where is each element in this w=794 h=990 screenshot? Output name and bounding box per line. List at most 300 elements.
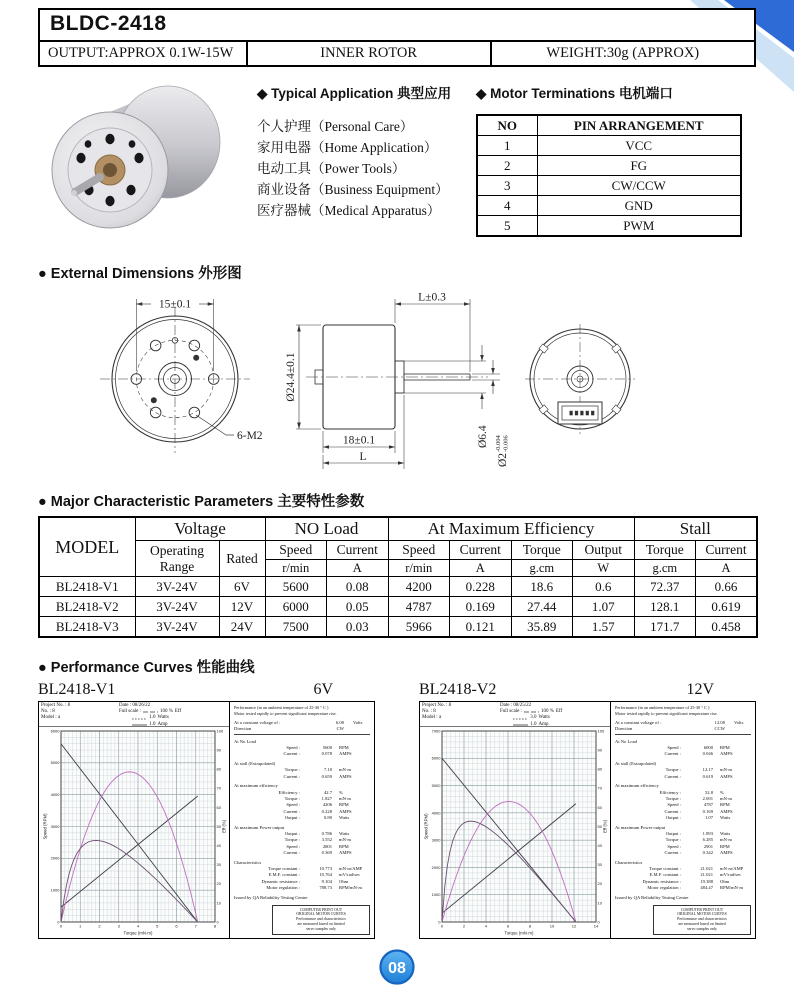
svg-text:40: 40 (216, 843, 221, 848)
info-value: 2.691 (702, 796, 713, 802)
info-value: 6.285 (702, 837, 713, 843)
info-unit: AMPS (720, 773, 733, 779)
svg-text:0: 0 (597, 919, 600, 925)
direction-value: CW (336, 725, 344, 731)
svg-text:30: 30 (216, 862, 221, 868)
svg-text:4: 4 (136, 923, 140, 929)
model-cell: BL2418-V3 (39, 617, 135, 638)
info-section-title: At maximum efficiency (615, 783, 659, 789)
svg-text:7: 7 (194, 923, 197, 929)
info-label: Current : (664, 849, 681, 855)
parameters-body (39, 577, 757, 638)
svg-text:4000: 4000 (431, 810, 441, 816)
terminations-heading: ◆ Motor Terminations 电机端口 (476, 86, 673, 101)
info-unit: RPM (720, 843, 730, 849)
info-unit: mN·m (339, 837, 351, 843)
info-label: Torque : (284, 796, 300, 802)
info-value: 0.659 (321, 773, 332, 779)
info-unit: mN·m/AMP (720, 866, 744, 872)
svg-text:2: 2 (98, 923, 101, 929)
info-unit: RPM (720, 802, 730, 808)
svg-text:100: 100 (597, 728, 605, 734)
svg-text:Speed (RPM): Speed (RPM) (423, 813, 429, 840)
info-label: Torque : (665, 767, 681, 773)
dim-boss-diameter: Ø6.4 (477, 425, 489, 448)
info-unit: AMPS (720, 808, 733, 814)
info-value: 484.47 (700, 884, 713, 890)
svg-text:6: 6 (506, 923, 510, 929)
termination-cell: 2 (477, 156, 537, 176)
value-cell: 5966 (388, 617, 450, 638)
terminations-col-no: NO (477, 115, 537, 136)
legend-value: 3.0 (530, 715, 537, 721)
info-value: 0.228 (321, 808, 332, 814)
info-value: 10.773 (319, 866, 332, 872)
info-unit: RPM (339, 843, 349, 849)
svg-text:Torque (mN·m): Torque (mN·m) (123, 930, 153, 936)
application-item: 医疗器械（Medical Apparatus） (257, 203, 441, 218)
performance-chart (419, 681, 756, 939)
info-value: 1.07 (704, 814, 713, 820)
info-value: 0.046 (702, 751, 713, 757)
svg-text:1: 1 (79, 923, 82, 929)
info-row (615, 885, 751, 891)
info-label: Speed : (286, 744, 300, 750)
value-cell: 171.7 (634, 617, 696, 638)
terminations-column (476, 80, 742, 242)
svg-text:6000: 6000 (431, 755, 441, 761)
info-label: Output : (284, 814, 300, 820)
value-cell: 5600 (265, 577, 327, 597)
info-unit: mN·m (339, 796, 351, 802)
unit-me-output: W (573, 560, 635, 577)
info-row (234, 815, 370, 821)
info-value: 21.021 (700, 872, 713, 878)
termination-cell: GND (537, 196, 741, 216)
termination-row (477, 196, 741, 216)
info-row (615, 850, 751, 856)
info-unit: mV/rad/sec (339, 872, 361, 878)
info-label: Current : (283, 773, 300, 779)
info-value: 0.619 (702, 773, 713, 779)
legend-unit: Amp (157, 721, 168, 727)
svg-text:14: 14 (593, 923, 599, 929)
svg-text:4000: 4000 (50, 792, 60, 798)
dim-body-diameter: Ø24.4±0.1 (285, 352, 297, 402)
info-unit: mV/rad/sec (720, 872, 742, 878)
svg-text:20: 20 (216, 881, 221, 887)
value-cell: 72.37 (634, 577, 696, 597)
unit-nl-speed: r/min (265, 560, 327, 577)
info-section-title: At maximum Power output (615, 824, 666, 830)
info-row (234, 885, 370, 891)
chart-panel (38, 701, 375, 939)
info-row (615, 774, 751, 780)
direction-row (615, 726, 751, 732)
stamp-line: COMPUTER PRINT OUT (299, 907, 343, 912)
group-no-load: NO Load (265, 517, 388, 541)
termination-cell: VCC (537, 136, 741, 156)
info-value: 0.80 (323, 814, 332, 820)
chart-model-label: BL2418-V2 (419, 681, 497, 698)
info-label: Speed : (286, 843, 300, 849)
info-value: 4206 (322, 802, 332, 808)
motor-photo-column (38, 80, 243, 242)
termination-row (477, 136, 741, 156)
info-value: 52.8 (704, 789, 713, 795)
ambient-note: Performance (in an ambient temperature of 25-30 ° C ) (615, 705, 710, 710)
stamp-line: COMPUTER PRINT OUT (680, 907, 724, 912)
value-cell: 4200 (388, 577, 450, 597)
chart-panel (419, 701, 756, 939)
info-label: Motor regulation : (647, 884, 681, 890)
chart-model-code: Model : a (41, 715, 61, 721)
value-cell: 1.57 (573, 617, 635, 638)
value-cell: 24V (219, 617, 265, 638)
info-value: 0.342 (702, 849, 713, 855)
legend-value: 100 % (159, 709, 173, 715)
chart-no: No. : 8 (41, 709, 55, 715)
chart-voltage-label: 6V (313, 681, 333, 698)
info-label: Speed : (667, 802, 681, 808)
dimensions-drawing (38, 285, 756, 477)
application-item: 个人护理（Personal Care） (257, 119, 414, 134)
info-label: Output : (284, 831, 300, 837)
info-value: 0.369 (321, 849, 332, 855)
svg-text:Speed (RPM): Speed (RPM) (42, 813, 48, 840)
chart-info-panel (230, 702, 374, 938)
info-unit: AMPS (339, 751, 352, 757)
motor-shaft-tip (71, 190, 77, 196)
termination-cell: FG (537, 156, 741, 176)
direction-value: CCW (714, 725, 725, 731)
svg-text:2: 2 (462, 923, 466, 929)
chart-header-right (500, 703, 608, 725)
test-note: Motor tested rapidly to prevent significant temperature rise. (615, 711, 718, 717)
parameter-row (39, 617, 757, 638)
legend-unit: Amp (538, 721, 549, 727)
info-section-title: Characteristics (234, 859, 262, 865)
info-unit: Watts (339, 814, 350, 820)
dim-shaft-diameter: Ø2 (497, 452, 509, 467)
value-cell: 4787 (388, 597, 450, 617)
info-value: 0.786 (321, 831, 332, 837)
page-number-badge (379, 949, 415, 985)
operating-line1: Operating (150, 542, 204, 558)
terminations-body (477, 136, 741, 237)
info-unit: AMPS (720, 849, 733, 855)
svg-text:6: 6 (175, 923, 178, 929)
svg-text:2000: 2000 (431, 864, 441, 870)
termination-cell: 3 (477, 176, 537, 196)
value-cell: 0.458 (696, 617, 758, 638)
legend-label: Full scale : (119, 709, 141, 715)
svg-text:3000: 3000 (431, 837, 441, 843)
info-label: Output : (665, 814, 681, 820)
svg-text:5000: 5000 (431, 782, 441, 788)
svg-text:70: 70 (216, 785, 221, 791)
col-model: MODEL (39, 517, 135, 577)
info-unit: % (339, 789, 343, 795)
constant-voltage-block (234, 718, 370, 736)
applications-column (243, 80, 476, 242)
chart-project-no: Project No. : 8 (41, 703, 71, 708)
value-cell: 18.6 (511, 577, 573, 597)
motor-hub-center (103, 163, 117, 177)
constant-voltage-block (615, 718, 751, 736)
operating-line2: Range (159, 558, 195, 574)
svg-text:40: 40 (597, 843, 602, 848)
svg-text:Eff (%): Eff (%) (221, 819, 227, 834)
ambient-note: Performance (in an ambient temperature of 25-30 ° C ) (234, 705, 329, 710)
svg-text:70: 70 (597, 785, 602, 791)
info-value: 4787 (703, 802, 713, 808)
value-cell: 0.228 (450, 577, 512, 597)
info-unit: mN·m/AMP (339, 866, 363, 872)
svg-text:100: 100 (216, 728, 224, 734)
dim-body-length: 18±0.1 (342, 434, 376, 447)
col-me-output: Output (573, 541, 635, 560)
svg-text:5000: 5000 (50, 760, 60, 766)
info-unit: Ohm (339, 878, 349, 884)
dim-shaft-diameter-group (495, 434, 510, 467)
svg-text:50: 50 (597, 823, 602, 829)
parameters-heading: ● Major Characteristic Parameters 主要特性参数 (38, 494, 365, 510)
info-value: 42.7 (323, 789, 332, 795)
unit-me-speed: r/min (388, 560, 450, 577)
svg-text:60: 60 (216, 804, 221, 810)
chart-model-code: Model : a (422, 715, 442, 721)
info-value: 788.73 (319, 884, 332, 890)
legend-line-sample (143, 710, 158, 714)
svg-text:0: 0 (57, 919, 60, 925)
termination-cell: CW/CCW (537, 176, 741, 196)
col-me-speed: Speed (388, 541, 450, 560)
voltage-unit: Volts (734, 719, 744, 725)
stamp-line: are measured based on limited (678, 922, 726, 927)
info-label: Speed : (667, 744, 681, 750)
unit-stall-torque: g.cm (634, 560, 696, 577)
info-row (615, 815, 751, 821)
info-label: E.M.F. constant : (649, 872, 681, 878)
value-cell: 0.08 (327, 577, 389, 597)
dim-shaft-length: L±0.3 (418, 291, 446, 304)
dim-screws: 6-M2 (237, 430, 263, 442)
chart-header (420, 702, 610, 727)
info-value: 1.827 (321, 796, 332, 802)
chart-header-right (119, 703, 227, 725)
stamp-line: ORIGINAL MOTOR CURVES (296, 912, 346, 917)
info-unit: Watts (339, 831, 350, 837)
value-cell: 6000 (265, 597, 327, 617)
svg-text:0: 0 (216, 919, 219, 925)
value-cell: 0.619 (696, 597, 758, 617)
chart-info-panel (611, 702, 755, 938)
info-unit: AMPS (339, 808, 352, 814)
product-title: BLDC-2418 (40, 10, 754, 42)
info-unit: RPM (339, 744, 349, 750)
unit-me-torque: g.cm (511, 560, 573, 577)
application-list (257, 116, 476, 221)
info-unit: mN·m (720, 837, 732, 843)
svg-text:90: 90 (216, 747, 221, 753)
info-section-title: At No Load (615, 738, 637, 744)
connector-outline (558, 402, 602, 424)
info-value: 5600 (322, 744, 332, 750)
info-label: E.M.F. constant : (268, 872, 300, 878)
svg-text:10: 10 (597, 900, 602, 906)
info-label: Efficiency : (278, 789, 300, 795)
termination-row (477, 176, 741, 196)
info-unit: Ohm (720, 878, 730, 884)
voltage-label: At a constant voltage of : (234, 719, 281, 725)
info-label: Current : (283, 849, 300, 855)
value-cell: 0.121 (450, 617, 512, 638)
col-nl-current: Current (327, 541, 389, 560)
legend-line-sample (513, 717, 528, 721)
col-operating-range (135, 541, 219, 577)
svg-text:12: 12 (571, 923, 577, 929)
termination-row (477, 156, 741, 176)
info-label: Current : (664, 751, 681, 757)
info-unit: RPM/mN·m (720, 884, 743, 890)
info-value: 1.893 (702, 831, 713, 837)
chart-title-row (419, 681, 756, 701)
svg-text:5: 5 (156, 923, 159, 929)
svg-text:0: 0 (440, 923, 444, 929)
rear-view (525, 324, 635, 434)
chart-model-label: BL2418-V1 (38, 681, 116, 698)
title-spec-row (40, 42, 754, 65)
info-section-title: At No Load (234, 738, 256, 744)
info-row (234, 751, 370, 757)
svg-text:1000: 1000 (431, 892, 441, 898)
value-cell: 35.89 (511, 617, 573, 638)
side-view (296, 299, 500, 469)
info-unit: RPM/mN·m (339, 884, 362, 890)
parameters-table (38, 516, 758, 638)
info-value: 2801 (322, 843, 332, 849)
weight-spec: WEIGHT:30g (APPROX) (490, 42, 755, 65)
legend-value: 1.0 (149, 721, 156, 727)
chart-header-left (41, 703, 119, 725)
chart-plot-column (420, 702, 611, 938)
svg-text:50: 50 (216, 823, 221, 829)
info-label: Torque constant : (268, 866, 300, 872)
parameter-row (39, 577, 757, 597)
info-unit: mN·m (720, 796, 732, 802)
stamp-line: are measured based on limited (297, 922, 345, 927)
voltage-unit: Volts (353, 719, 363, 725)
info-label: Torque : (284, 767, 300, 773)
application-item: 电动工具（Power Tools） (257, 161, 406, 176)
info-label: Speed : (667, 843, 681, 849)
info-unit: RPM (339, 802, 349, 808)
rotor-type: INNER ROTOR (246, 42, 490, 65)
info-label: Efficiency : (659, 789, 681, 795)
charts-row (38, 681, 756, 939)
col-me-current: Current (450, 541, 512, 560)
dim-bolt-spacing: 15±0.1 (158, 298, 192, 311)
performance-chart (38, 681, 375, 939)
model-cell: BL2418-V1 (39, 577, 135, 597)
stamp-line: Performance and characteristics (296, 917, 346, 922)
info-row (615, 751, 751, 757)
info-section-title: At maximum efficiency (234, 783, 278, 789)
value-cell: 6V (219, 577, 265, 597)
legend-line-sample (524, 710, 539, 714)
chart-header (39, 702, 229, 727)
info-label: Torque : (665, 796, 681, 802)
issued-line: Issued by QA Reliability Testing Centre (615, 895, 689, 901)
terminations-header-row (477, 115, 741, 136)
page-content (38, 8, 756, 990)
model-cell: BL2418-V2 (39, 597, 135, 617)
svg-text:0: 0 (438, 919, 441, 925)
info-label: Current : (283, 751, 300, 757)
legend-value: 1.0 (530, 721, 537, 727)
legend-value: 1.0 (149, 715, 156, 721)
value-cell: 27.44 (511, 597, 573, 617)
svg-text:2000: 2000 (50, 855, 60, 861)
info-unit: AMPS (720, 751, 733, 757)
value-cell: 0.66 (696, 577, 758, 597)
termination-row (477, 216, 741, 237)
info-unit: % (720, 789, 724, 795)
legend-value: 100 % (540, 709, 554, 715)
direction-label: Direction (615, 725, 633, 731)
svg-text:90: 90 (597, 747, 602, 753)
svg-text:8: 8 (213, 923, 217, 929)
parameter-row (39, 597, 757, 617)
legend-unit: Watts (538, 715, 550, 721)
info-section-title: At maximum Power output (234, 824, 285, 830)
stamp-line: ORIGINAL MOTOR CURVES (677, 912, 727, 917)
unit-stall-current: A (696, 560, 758, 577)
value-cell: 0.6 (573, 577, 635, 597)
termination-cell: PWM (537, 216, 741, 237)
page-footer (38, 949, 756, 990)
legend-label: Full scale : (500, 709, 522, 715)
stamp-box (653, 905, 751, 936)
info-label: Torque : (284, 837, 300, 843)
info-label: Current : (664, 773, 681, 779)
info-value: 9.104 (321, 878, 332, 884)
info-value: 10.764 (319, 872, 332, 878)
terminations-table (476, 114, 742, 237)
direction-row (234, 726, 370, 732)
svg-text:1000: 1000 (50, 887, 60, 893)
info-value: 6000 (703, 744, 713, 750)
dim-total-length: L (359, 451, 367, 463)
col-rated: Rated (219, 541, 265, 577)
svg-text:7000: 7000 (431, 728, 441, 734)
svg-text:60: 60 (597, 804, 602, 810)
info-label: Speed : (286, 802, 300, 808)
test-note: Motor tested rapidly to prevent significant temperature rise. (234, 711, 337, 717)
info-row (234, 850, 370, 856)
svg-text:10: 10 (549, 923, 555, 929)
svg-text:30: 30 (597, 862, 602, 868)
info-section-title: Characteristics (615, 859, 643, 865)
group-voltage: Voltage (135, 517, 265, 541)
chart-no: No. : 8 (422, 709, 436, 715)
chart-header-left (422, 703, 500, 725)
application-item: 家用电器（Home Application） (257, 140, 438, 155)
value-cell: 0.169 (450, 597, 512, 617)
info-unit: AMPS (339, 849, 352, 855)
info-value: 2901 (703, 843, 713, 849)
